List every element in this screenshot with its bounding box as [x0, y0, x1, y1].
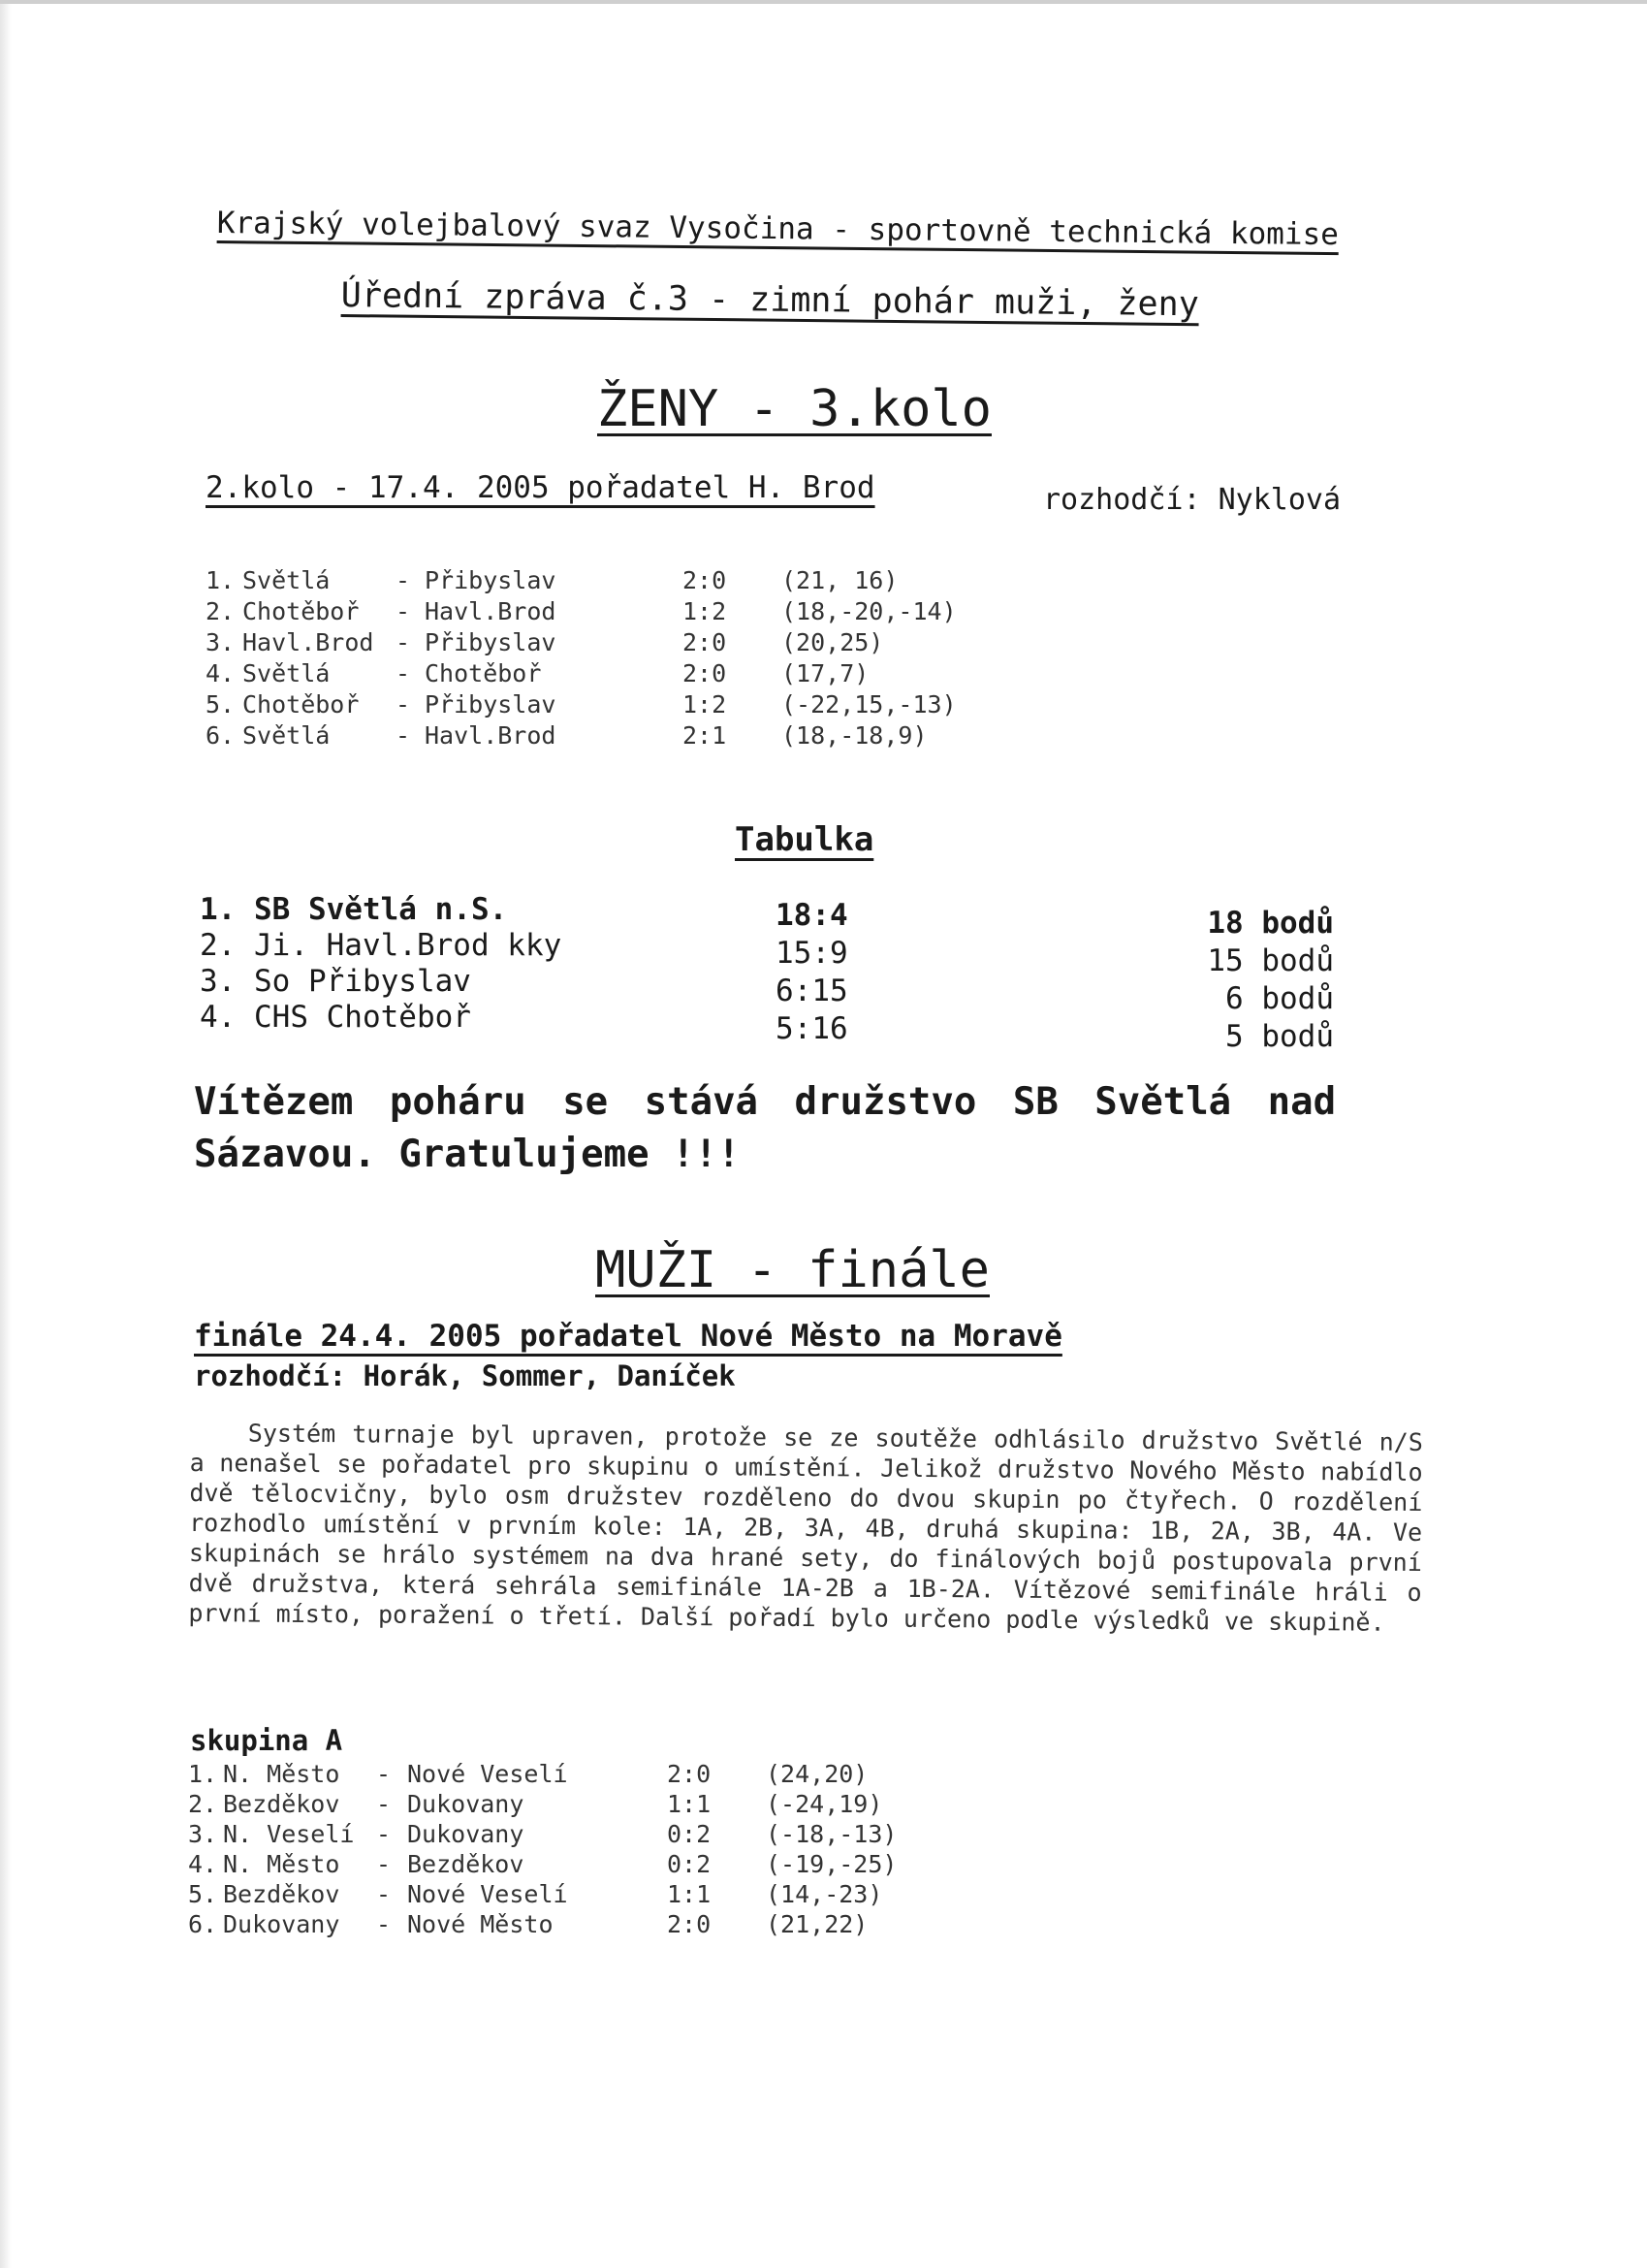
match-away-team: Nové Veselí [407, 1880, 568, 1908]
match-home-team: Světlá [242, 659, 331, 687]
match-number: 6. [206, 721, 236, 750]
match-home-team: Dukovany [223, 1910, 340, 1938]
standings-team: 1. SB Světlá n.S. [200, 892, 508, 927]
match-dash: - [376, 1880, 392, 1908]
winner-line-2: Sázavou. Gratulujeme !!! [194, 1133, 741, 1176]
men-final-info: finále 24.4. 2005 pořadatel Nové Město na Moravě [194, 1319, 1062, 1354]
match-number: 4. [188, 1850, 218, 1878]
standings-team: 4. CHS Chotěboř [200, 1000, 471, 1035]
match-dash: - [396, 566, 411, 594]
match-away-team: Přibyslav [425, 690, 556, 719]
match-score: 2:0 [682, 659, 727, 687]
match-away-team: Dukovany [407, 1820, 524, 1848]
standings-team: 3. So Přibyslav [200, 964, 471, 999]
match-number: 3. [206, 628, 236, 656]
standings-title: Tabulka [735, 820, 874, 859]
match-number: 1. [188, 1760, 218, 1788]
match-score: 0:2 [667, 1820, 712, 1848]
match-away-team: Chotěboř [425, 659, 542, 687]
match-row [206, 659, 1078, 690]
group-a-title: skupina A [190, 1724, 343, 1757]
standings-team: 2. Ji. Havl.Brod kky [200, 928, 562, 963]
match-number: 3. [188, 1820, 218, 1848]
match-home-team: Bezděkov [223, 1790, 340, 1818]
match-score: 1:2 [682, 597, 727, 625]
match-row [188, 1910, 1061, 1941]
match-sets: (21,22) [766, 1910, 869, 1938]
tournament-description [188, 1418, 1423, 1638]
match-home-team: N. Město [223, 1760, 340, 1788]
match-home-team: Havl.Brod [242, 628, 374, 656]
women-section-title: ŽENY - 3.kolo [597, 380, 992, 438]
match-home-team: Světlá [242, 721, 331, 750]
standings-sets-ratio: 6:15 [776, 974, 848, 1008]
match-row [188, 1880, 1061, 1911]
match-sets: (18,-18,9) [781, 721, 928, 750]
match-score: 2:1 [682, 721, 727, 750]
match-sets: (18,-20,-14) [781, 597, 957, 625]
match-home-team: Světlá [242, 566, 331, 594]
standings-sets-ratio: 15:9 [776, 936, 848, 971]
match-dash: - [376, 1760, 392, 1788]
association-header: Krajský volejbalový svaz Vysočina - sportovně technická komise [216, 206, 1340, 253]
match-dash: - [396, 721, 411, 750]
match-score: 0:2 [667, 1850, 712, 1878]
match-sets: (21, 16) [781, 566, 899, 594]
standings-points: 18 bodů [1207, 906, 1334, 941]
match-away-team: Bezděkov [407, 1850, 524, 1878]
match-sets: (-22,15,-13) [781, 690, 957, 719]
match-sets: (24,20) [766, 1760, 869, 1788]
match-dash: - [376, 1850, 392, 1878]
match-score: 1:1 [667, 1790, 712, 1818]
match-away-team: Přibyslav [425, 566, 556, 594]
standings-row [200, 928, 1363, 978]
scan-top-edge [0, 0, 1647, 4]
women-referee: rozhodčí: Nyklová [1043, 483, 1342, 517]
match-away-team: Přibyslav [425, 628, 556, 656]
description-text: Systém turnaje byl upraven, protože se ze soutěže odhlásilo družstvo Světlé n/S a nenašel se pořadatel pro skupinu o umístění. Jelikož družstvo Nového Město nabídlo dvě tělocvičny, bylo osm družstev rozděleno do dvou skupin po čtyřech. O rozdělení rozhodlo umístění v prvním kole: 1A, 2B, 3A, 4B, druhá skupina: 1B, 2A, 3B, 4A. Ve skupinách se hrálo systémem na dva hrané sety, do finálových bojů postupovala první dvě družstva, která sehrála semifinále 1A-2B a 1B-2A. Vítězové semifinále hráli o první místo, poražení o třetí. Další pořadí bylo určeno podle výsledků ve skupině. [188, 1419, 1423, 1637]
match-number: 5. [188, 1880, 218, 1908]
match-away-team: Havl.Brod [425, 597, 556, 625]
match-score: 1:2 [682, 690, 727, 719]
match-away-team: Dukovany [407, 1790, 524, 1818]
match-row [188, 1760, 1061, 1791]
match-score: 2:0 [682, 628, 727, 656]
winner-announcement [194, 1076, 1454, 1181]
match-number: 4. [206, 659, 236, 687]
match-number: 2. [188, 1790, 218, 1818]
match-score: 2:0 [682, 566, 727, 594]
match-dash: - [376, 1910, 392, 1938]
match-sets: (20,25) [781, 628, 884, 656]
match-sets: (-24,19) [766, 1790, 883, 1818]
match-score: 2:0 [667, 1760, 712, 1788]
men-referees: rozhodčí: Horák, Sommer, Daníček [194, 1359, 736, 1392]
match-row [206, 690, 1078, 721]
match-sets: (-18,-13) [766, 1820, 898, 1848]
match-row [206, 566, 1078, 597]
match-sets: (14,-23) [766, 1880, 883, 1908]
match-away-team: Nové Město [407, 1910, 554, 1938]
match-home-team: Chotěboř [242, 597, 360, 625]
match-dash: - [396, 690, 411, 719]
match-row [206, 628, 1078, 659]
match-home-team: N. Veselí [223, 1820, 355, 1848]
match-sets: (-19,-25) [766, 1850, 898, 1878]
match-number: 1. [206, 566, 236, 594]
match-number: 5. [206, 690, 236, 719]
match-score: 1:1 [667, 1880, 712, 1908]
match-away-team: Nové Veselí [407, 1760, 568, 1788]
standings-row [200, 964, 1363, 1016]
standings-sets-ratio: 5:16 [776, 1011, 848, 1046]
match-row [206, 721, 1078, 752]
match-number: 6. [188, 1910, 218, 1938]
match-home-team: N. Město [223, 1850, 340, 1878]
standings-points: 15 bodů [1207, 943, 1334, 978]
standings-row [200, 1000, 1363, 1054]
winner-line-1: Vítězem poháru se stává družstvo SB Světlá nad [194, 1080, 1337, 1124]
match-row [206, 597, 1078, 628]
match-dash: - [396, 659, 411, 687]
standings-sets-ratio: 18:4 [776, 898, 848, 933]
match-home-team: Chotěboř [242, 690, 360, 719]
match-row [188, 1850, 1061, 1881]
standings-points: 6 bodů [1225, 981, 1334, 1016]
women-round-info: 2.kolo - 17.4. 2005 pořadatel H. Brod [206, 470, 875, 505]
match-dash: - [396, 628, 411, 656]
match-number: 2. [206, 597, 236, 625]
scan-edge [0, 0, 12, 2268]
match-dash: - [376, 1820, 392, 1848]
match-sets: (17,7) [781, 659, 870, 687]
match-home-team: Bezděkov [223, 1880, 340, 1908]
match-dash: - [396, 597, 411, 625]
match-away-team: Havl.Brod [425, 721, 556, 750]
report-title: Úřední zpráva č.3 - zimní pohár muži, ženy [340, 276, 1199, 325]
men-section-title: MUŽI - finále [595, 1241, 990, 1299]
match-score: 2:0 [667, 1910, 712, 1938]
match-dash: - [376, 1790, 392, 1818]
standings-points: 5 bodů [1225, 1019, 1334, 1054]
match-row [188, 1820, 1061, 1851]
match-row [188, 1790, 1061, 1821]
standings-row [200, 892, 1363, 941]
